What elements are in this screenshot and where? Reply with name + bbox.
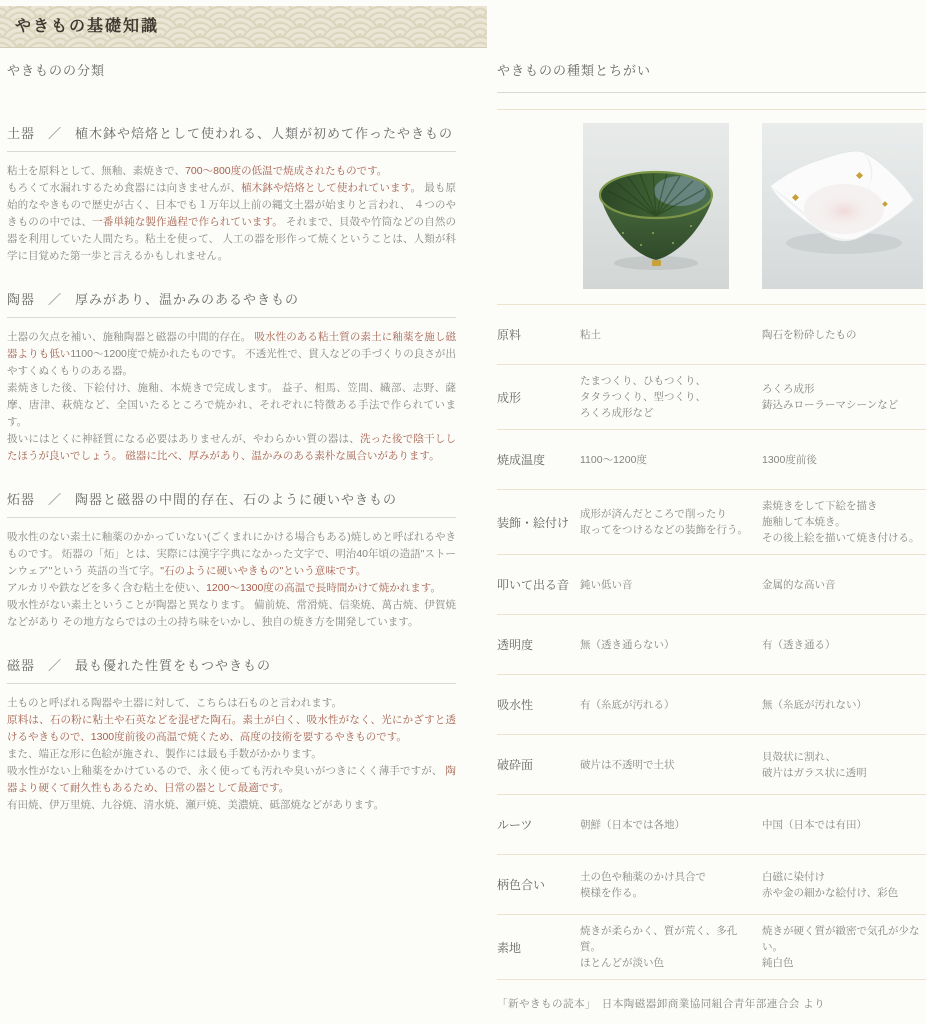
comparison-rows <box>497 304 926 979</box>
porcelain-cell: 1300度前後 <box>762 453 817 466</box>
section-heading <box>7 123 456 152</box>
porcelain-cell: 中国（日本では有田） <box>762 818 867 831</box>
porcelain-cell: 焼きが硬く質が緻密で気孔が少ない。 純白色 <box>762 925 920 969</box>
pottery-cell: 成形が済んだところで削ったり 取ってをつけるなどの装飾を行う。 <box>580 508 748 536</box>
emphasized-text: 1200～1300度の高温で長時間かけて焼かれます。 <box>206 582 441 594</box>
body-text: 粘土を原料として、無釉、素焼きで、 <box>7 165 186 177</box>
emphasized-text: 一番単純な製作過程で作られています。 <box>92 216 283 228</box>
section-slash: ／ <box>48 126 63 141</box>
page-title: やきもの基礎知識 <box>15 18 160 35</box>
section-term: 磁器 <box>7 658 36 673</box>
table-row <box>497 734 926 794</box>
row-label: 破砕面 <box>497 758 534 772</box>
emphasized-text: 吸水性のある粘土質の素土に釉薬を施し磁器よりも低い <box>7 331 457 360</box>
body-text: 最も原始的なやきもので歴史が古く、日本でも１万年以上前の縄文土器が始まりと言われ、 ４つのやきものの中では、 <box>7 182 456 228</box>
table-row <box>497 854 926 914</box>
body-text: 扱いにはとくに神経質になる必要はありませんが、やわらかい質の器は、 <box>7 433 360 445</box>
row-label: ルーツ <box>497 818 533 832</box>
row-label: 装飾・絵付け <box>497 515 570 530</box>
emphasized-text: "石のように硬いやきもの"という意味です。 <box>160 565 367 577</box>
left-column-heading: やきものの分類 <box>7 63 106 78</box>
section-heading <box>7 655 456 684</box>
body-text: 有田焼、伊万里焼、九谷焼、清水焼、瀬戸焼、美濃焼、砥部焼などがあります。 <box>7 799 385 811</box>
section-heading <box>7 489 456 518</box>
body-text: 土ものと呼ばれる陶器や土器に対して、こちらは石ものと言われます。 <box>7 697 342 709</box>
table-row <box>497 304 926 364</box>
emphasized-text: 700～800度の低温で焼成されたものです。 <box>185 165 388 177</box>
section-term: 土器 <box>7 126 36 141</box>
table-row <box>497 674 926 734</box>
body-text: 1100～1200度で焼かれたものです。 不透光性で、貫入などの手づくりの良さが出やすくぬくもりのある器。 <box>7 348 456 377</box>
section-paragraph <box>7 163 456 265</box>
section-slash: ／ <box>48 492 63 507</box>
body-text: また、端正な形に色絵が施され、製作には最も手数がかかります。 <box>7 748 322 760</box>
porcelain-cell: 貝殻状に割れ、 破片はガラス状に透明 <box>762 750 867 779</box>
section-paragraph <box>7 695 456 814</box>
classification-section <box>7 123 456 265</box>
pottery-cell: 粘土 <box>580 328 601 341</box>
porcelain-cell: 陶石を粉砕したもの <box>762 328 857 341</box>
porcelain-cell: ろくろ成形 鋳込みローラーマシーンなど <box>762 383 899 411</box>
comparison-table <box>497 109 926 980</box>
classification-section <box>7 655 456 814</box>
pottery-cell: 焼きが柔らかく、質が荒く、多孔質。 ほとんどが淡い色 <box>580 925 738 969</box>
pottery-cell: 1100～1200度 <box>580 453 647 466</box>
emphasized-text: 洗った後で陰干ししたほうが良いでしょう。 <box>7 433 456 462</box>
emphasized-text: 磁器に比べ、厚みがあり、温かみのある素朴な風合いがあります。 <box>125 450 440 462</box>
classification-sections <box>7 123 456 814</box>
body-text: 吸水性がない素土ということが陶器と異なります。 備前焼、常滑焼、信楽焼、萬古焼、伊賀焼などがあり その地方ならではの土の持ち味をいかし、独自の焼き方を開発しています。 <box>7 599 456 628</box>
row-label: 素地 <box>497 940 522 955</box>
pottery-photos-row <box>497 110 926 304</box>
table-row <box>497 614 926 674</box>
emphasized-text: 陶器より硬くて耐久性もあるため、日常の器として最適です。 <box>7 765 456 794</box>
body-text: 吸水性がない上釉薬をかけているので、永く使っても汚れや臭いがつきにくく薄手ですが、 <box>7 765 446 777</box>
pottery-cell: 無（透き通らない） <box>580 638 675 651</box>
pottery-cell: 破片は不透明で土状 <box>580 758 675 771</box>
classification-section <box>7 489 456 631</box>
table-row <box>497 489 926 554</box>
body-text: 土器の欠点を補い、施釉陶器と磁器の中間的存在。 <box>7 331 255 343</box>
table-row <box>497 429 926 489</box>
emphasized-text: 原料は、石の粉に粘土や石英などを混ぜた陶石。素土が白く、吸水性がなく、光にかざすと透けるやきもので、1300度前後の高温で焼くため、高度の技術を要するやきものです。 <box>7 714 456 743</box>
table-row <box>497 914 926 979</box>
section-paragraph <box>7 329 456 465</box>
row-label: 焼成温度 <box>497 453 546 467</box>
body-text: アルカリや鉄などを多く含む粘土を使い、 <box>7 582 207 594</box>
green-bowl-photo <box>583 123 729 289</box>
classification-section <box>7 289 456 465</box>
body-text: もろくて水漏れするため食器には向きませんが、 <box>7 182 242 194</box>
porcelain-cell: 無（糸底が汚れない） <box>762 698 867 711</box>
pottery-cell: たまつくり、ひもつくり、 タタラつくり、型つくり、 ろくろ成形など <box>580 375 706 419</box>
section-subtitle: 厚みがあり、温かみのあるやきもの <box>75 292 300 307</box>
section-subtitle: 陶器と磁器の中間的存在、石のように硬いやきもの <box>75 492 398 507</box>
body-text: それまで、貝殻や竹筒などの自然の器を利用していた人間たち。粘土を使って、 人工の器を形作って焼くということは、人類が科学に目覚めた第一歩と言えるかもしれません。 <box>7 216 456 262</box>
body-text: 素焼きした後、下絵付け、施釉、本焼きで完成します。 益子、相馬、笠間、織部、志野、薩摩、唐津、萩焼など、全国いたるところで焼かれ、それぞれに特徴ある手法で作られています。 <box>7 382 456 428</box>
row-label: 柄色合い <box>497 878 546 892</box>
row-label: 成形 <box>497 390 522 405</box>
pottery-cell: 土の色や釉薬のかけ具合で 模様を作る。 <box>580 870 706 899</box>
section-subtitle: 最も優れた性質をもつやきもの <box>75 658 272 673</box>
body-text: 吸水性のない素土に釉薬のかかっていない(ごくまれにかける場合もある)焼しめと呼ばれるやきものです。 炻器の「炻」とは、実際には漢字字典になかった文字で、明治40年頃の造語"ストーンウェア"という 英語の当て字。 <box>7 531 456 577</box>
section-heading <box>7 289 456 318</box>
section-slash: ／ <box>48 292 63 307</box>
pottery-cell: 鈍い低い音 <box>580 578 633 591</box>
comparison-column <box>497 60 926 1011</box>
section-subtitle: 植木鉢や焙烙として使われる、人類が初めて作ったやきもの <box>75 126 454 141</box>
page-title-bar <box>0 6 487 47</box>
section-paragraph <box>7 529 456 631</box>
section-term: 陶器 <box>7 292 36 307</box>
emphasized-text: 植木鉢や焙烙として使われています。 <box>241 182 422 194</box>
row-label: 叩いて出る音 <box>497 578 570 592</box>
pottery-cell: 有（糸底が汚れる） <box>580 698 675 711</box>
section-slash: ／ <box>48 658 63 673</box>
white-dish-photo <box>762 123 923 289</box>
table-row <box>497 554 926 614</box>
pottery-cell: 朝鮮（日本では各地） <box>580 818 685 831</box>
row-label: 透明度 <box>497 638 534 652</box>
table-row <box>497 364 926 429</box>
classification-column <box>7 60 456 838</box>
porcelain-cell: 金属的な高い音 <box>762 578 836 591</box>
table-row <box>497 794 926 854</box>
porcelain-cell: 白磁に染付け 赤や金の細かな絵付け、彩色 <box>762 870 899 899</box>
right-column-heading: やきものの種類とちがい <box>497 60 926 93</box>
row-label: 吸水性 <box>497 698 534 712</box>
porcelain-cell: 素焼きをして下絵を描き 施釉して本焼き。 その後上絵を描いて焼き付ける。 <box>762 500 920 544</box>
row-label: 原料 <box>497 328 522 342</box>
source-credit: 「新やきもの読本」 日本陶磁器卸商業協同組合青年部連合会 より <box>497 998 826 1010</box>
section-term: 炻器 <box>7 492 36 507</box>
porcelain-cell: 有（透き通る） <box>762 638 836 651</box>
